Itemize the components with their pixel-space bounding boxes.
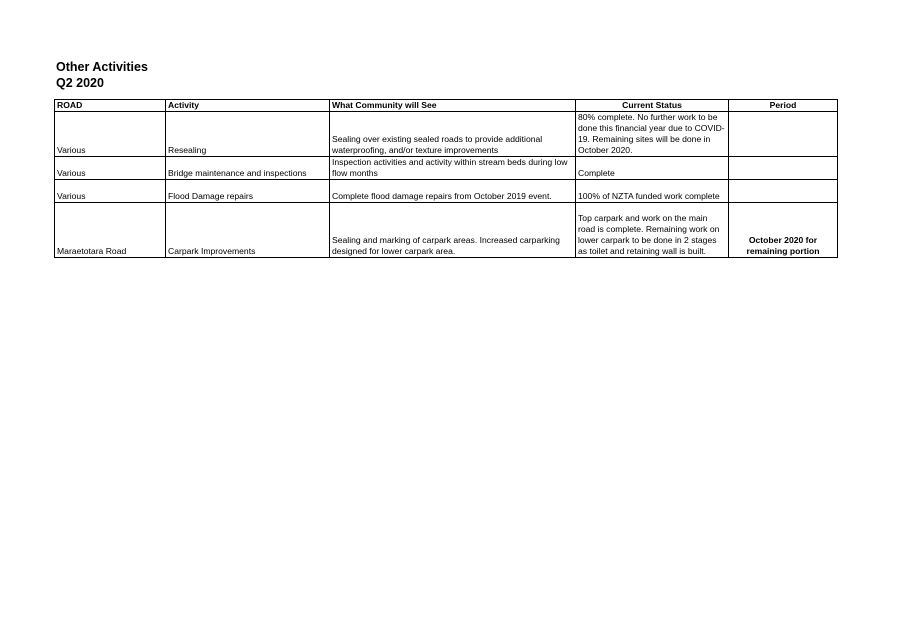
header-period: Period [729, 100, 838, 112]
table-row [55, 157, 838, 180]
header-community: What Community will See [330, 100, 576, 112]
cell-road: Maraetotara Road [55, 203, 166, 258]
header-road: ROAD [55, 100, 166, 112]
cell-community: Sealing over existing sealed roads to provide additional waterproofing, and/or texture improvements [330, 112, 576, 157]
cell-period [729, 112, 838, 157]
cell-period [729, 157, 838, 180]
cell-activity: Flood Damage repairs [166, 180, 330, 203]
header-status: Current Status [576, 100, 729, 112]
title-line-1: Other Activities [56, 60, 148, 74]
cell-period: October 2020 for remaining portion [729, 203, 838, 258]
cell-community: Inspection activities and activity within stream beds during low flow months [330, 157, 576, 180]
table-row [55, 180, 838, 203]
table-row [55, 112, 838, 157]
cell-community: Complete flood damage repairs from October 2019 event. [330, 180, 576, 203]
page-title [56, 59, 148, 91]
header-activity: Activity [166, 100, 330, 112]
table-row [55, 203, 838, 258]
cell-road: Various [55, 180, 166, 203]
cell-status: 80% complete. No further work to be done this financial year due to COVID-19. Remaining sites will be done in October 2020. [576, 112, 729, 157]
title-line-2: Q2 2020 [56, 76, 104, 90]
cell-status: Complete [576, 157, 729, 180]
cell-activity: Bridge maintenance and inspections [166, 157, 330, 180]
cell-status: 100% of NZTA funded work complete [576, 180, 729, 203]
header-row [55, 100, 838, 112]
cell-community: Sealing and marking of carpark areas. Increased carparking designed for lower carpark area. [330, 203, 576, 258]
cell-period [729, 180, 838, 203]
cell-status: Top carpark and work on the main road is complete. Remaining work on lower carpark to be done in 2 stages as toilet and retaining wall is built. [576, 203, 729, 258]
cell-road: Various [55, 157, 166, 180]
cell-activity: Resealing [166, 112, 330, 157]
cell-activity: Carpark Improvements [166, 203, 330, 258]
cell-road: Various [55, 112, 166, 157]
activities-table [54, 99, 838, 258]
